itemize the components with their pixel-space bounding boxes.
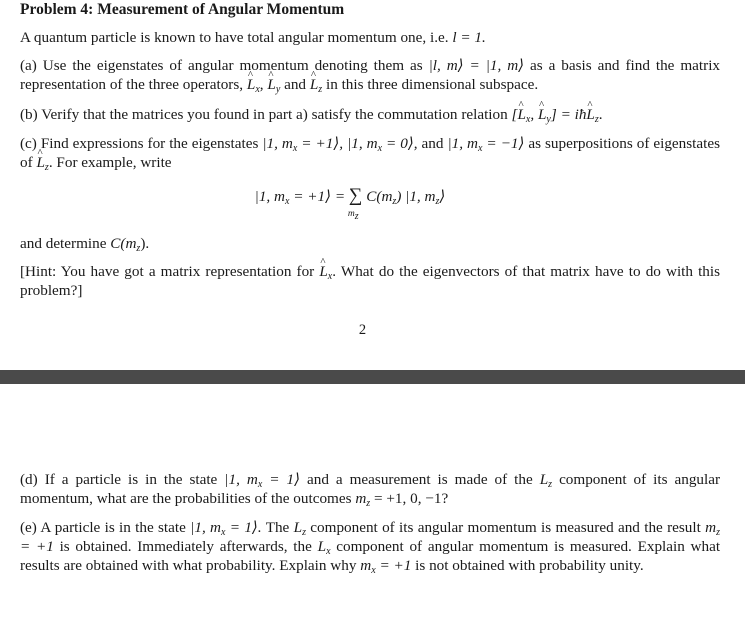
- problem-title-block: [20, 0, 720, 19]
- operator-lx-hint: L ^: [319, 262, 327, 281]
- hint: [20, 262, 720, 300]
- sub-x: x: [285, 196, 290, 207]
- part-d-label: (d): [20, 471, 38, 488]
- sum-index: m: [347, 209, 355, 219]
- part-d-text-4: angular momentum, what are the probabilities of the outcomes: [20, 471, 721, 507]
- part-d: [20, 470, 720, 508]
- page-number: 2: [358, 322, 367, 338]
- part-e-text-5: is obtained. Immediately afterwards, the: [59, 538, 312, 555]
- problem-intro: [20, 28, 720, 47]
- page-gap: [0, 370, 745, 384]
- sub-z: z: [366, 498, 371, 509]
- sub-x: x: [327, 271, 333, 282]
- sub-z: z: [716, 527, 721, 538]
- part-a-label: (a): [20, 57, 37, 74]
- operator-lx: L ^: [247, 75, 255, 94]
- state-zero-ket: |1, m: [347, 135, 378, 152]
- sum-glyph: ∑: [348, 185, 363, 206]
- part-b: (b) Verify that the matrices you found in part a) satisfy the commutation relation [L $\^{}_x$, L $\^{}_y$] = iħL $\^{}_z$.: [20, 105, 720, 124]
- part-e-state-val: = 1⟩.: [225, 519, 262, 536]
- part-c-text-1: Find expressions for the eigenstates: [40, 135, 259, 152]
- commutator-lx: L ^: [517, 105, 525, 124]
- part-c-text-3: as superpositions: [528, 135, 633, 152]
- part-c-text-4: of eigenstates of: [20, 135, 721, 171]
- part-e-text-9: obtained with probability unity.: [452, 557, 644, 574]
- part-a-text-4: and: [284, 76, 307, 93]
- eq-coefficient: C(m: [366, 188, 393, 205]
- part-a-math-basis: |l, m⟩ = |1, m⟩: [428, 57, 525, 74]
- eq-ket-close: ⟩: [439, 188, 446, 205]
- part-c-text-6: and determine: [20, 235, 107, 252]
- state-zero-val: = 0⟩,: [382, 135, 418, 152]
- part-e-lz: L: [293, 519, 303, 536]
- part-e-text-3: component of its angular momentum is measured and: [310, 519, 640, 536]
- part-d-text-2: and a measurement is made of the: [306, 471, 533, 488]
- sub-z: z: [318, 84, 323, 95]
- part-a-text-2: as a basis and find the: [530, 57, 675, 74]
- sub-x: x: [377, 143, 383, 154]
- commutator-ly: L ^: [538, 105, 546, 124]
- sub-x: x: [326, 546, 331, 557]
- part-d-outcome: m: [355, 490, 367, 507]
- sub-x: x: [477, 143, 483, 154]
- sub-x: x: [255, 84, 260, 95]
- intro-math: l = 1.: [452, 29, 486, 46]
- state-plus-ket: |1, m: [262, 135, 293, 152]
- operator-ly: L ^: [267, 75, 275, 94]
- part-a-text-1: Use the eigenstates of angular momentum denoting them as: [42, 57, 423, 74]
- sub-z: z: [392, 196, 397, 207]
- sub-y: y: [546, 114, 551, 125]
- sub-z: z: [354, 211, 359, 222]
- part-e-state: |1, m: [190, 519, 222, 536]
- part-c-determine: [20, 234, 720, 253]
- part-a-text-3: matrix representation of the three operators,: [20, 57, 721, 93]
- part-e-lx: L: [317, 538, 327, 555]
- part-e-text-8: is not: [415, 557, 449, 574]
- part-c: [20, 134, 720, 172]
- eq-ket-right: ) |1, m: [396, 188, 436, 205]
- summation-symbol: [347, 185, 363, 222]
- sub-z: z: [44, 162, 49, 173]
- part-e-text-4: the result: [644, 519, 701, 536]
- sub-z: z: [136, 243, 141, 254]
- hint-text-1: [Hint: You have got a matrix representation for: [20, 263, 315, 280]
- sub-x: x: [525, 114, 531, 125]
- operator-lz: L ^: [310, 75, 318, 94]
- part-d-state: |1, m: [224, 471, 258, 488]
- state-minus-val: = −1⟩: [482, 135, 525, 152]
- part-d-lz: L: [539, 471, 549, 488]
- part-e-result-val: = +1: [20, 538, 54, 555]
- sub-y: y: [275, 84, 281, 95]
- intro-text: A quantum particle is known to have total angular momentum one, i.e.: [20, 29, 449, 46]
- sub-z: z: [594, 114, 599, 125]
- hint-text-2: . What do the eigenvectors of that matrix have to: [332, 263, 641, 280]
- part-a-text-5: in this three dimensional subspace.: [325, 76, 539, 93]
- part-e-text-7: is measured. Explain what results are obtained with what probability. Explain why: [20, 538, 721, 574]
- part-b-label: (b): [20, 106, 38, 123]
- sub-z: z: [435, 196, 440, 207]
- eq-ket-left: |1, m: [254, 188, 285, 205]
- part-e-text-1: A particle is in the state: [40, 519, 186, 536]
- part-e-label: (e): [20, 519, 37, 536]
- part-b-text-1: Verify that the matrices you found in part a) satisfy the commutation relation: [41, 106, 508, 123]
- part-c-text-5: . For example, write: [48, 154, 172, 171]
- sub-z: z: [302, 527, 306, 538]
- part-e-result: m: [705, 519, 717, 536]
- part-c-label: (c): [20, 135, 37, 152]
- problem-title: Problem 4: Measurement of Angular Momentum: [20, 1, 345, 18]
- eq-ket-left-val: = +1⟩ =: [289, 188, 346, 205]
- page-bottom: [0, 384, 745, 628]
- part-e-text-6: component of angular momentum: [336, 538, 549, 555]
- hint-text-3: do with this problem?]: [20, 263, 721, 299]
- sub-x: x: [371, 565, 376, 576]
- operator-lz-c: L ^: [36, 153, 44, 172]
- commutator-lz: L ^: [586, 105, 594, 124]
- part-e-text-2: The: [265, 519, 290, 536]
- part-a: (a) Use the eigenstates of angular momentum denoting them as |l, m⟩ = |1, m⟩ as a basis and find the matrix representation of the three operators, L $\^{}_x$, L $\^{}_y$ and L $\^{}_z$ in this three dimensional subspace.: [20, 56, 720, 94]
- part-d-text-3: component of its: [559, 471, 668, 488]
- part-e-mx-val: = +1: [375, 557, 412, 574]
- part-c-text-2: and: [421, 135, 444, 152]
- determine-close: ).: [140, 235, 150, 252]
- state-minus-ket: |1, m: [447, 135, 478, 152]
- part-d-text-1: If a particle is in the state: [44, 471, 218, 488]
- sub-z: z: [548, 479, 553, 490]
- state-plus-val: = +1⟩,: [297, 135, 344, 152]
- sub-x: x: [257, 479, 263, 490]
- superposition-equation: [0, 185, 700, 222]
- commutator-rhs: = iħ: [560, 106, 587, 123]
- part-e: [20, 518, 720, 575]
- part-d-outcome-vals: = +1, 0, −1?: [370, 490, 449, 507]
- determine-coefficient: C(m: [110, 235, 137, 252]
- sub-x: x: [292, 143, 298, 154]
- part-d-state-val: = 1⟩: [262, 471, 300, 488]
- part-e-mx: m: [360, 557, 372, 574]
- sub-x: x: [221, 527, 226, 538]
